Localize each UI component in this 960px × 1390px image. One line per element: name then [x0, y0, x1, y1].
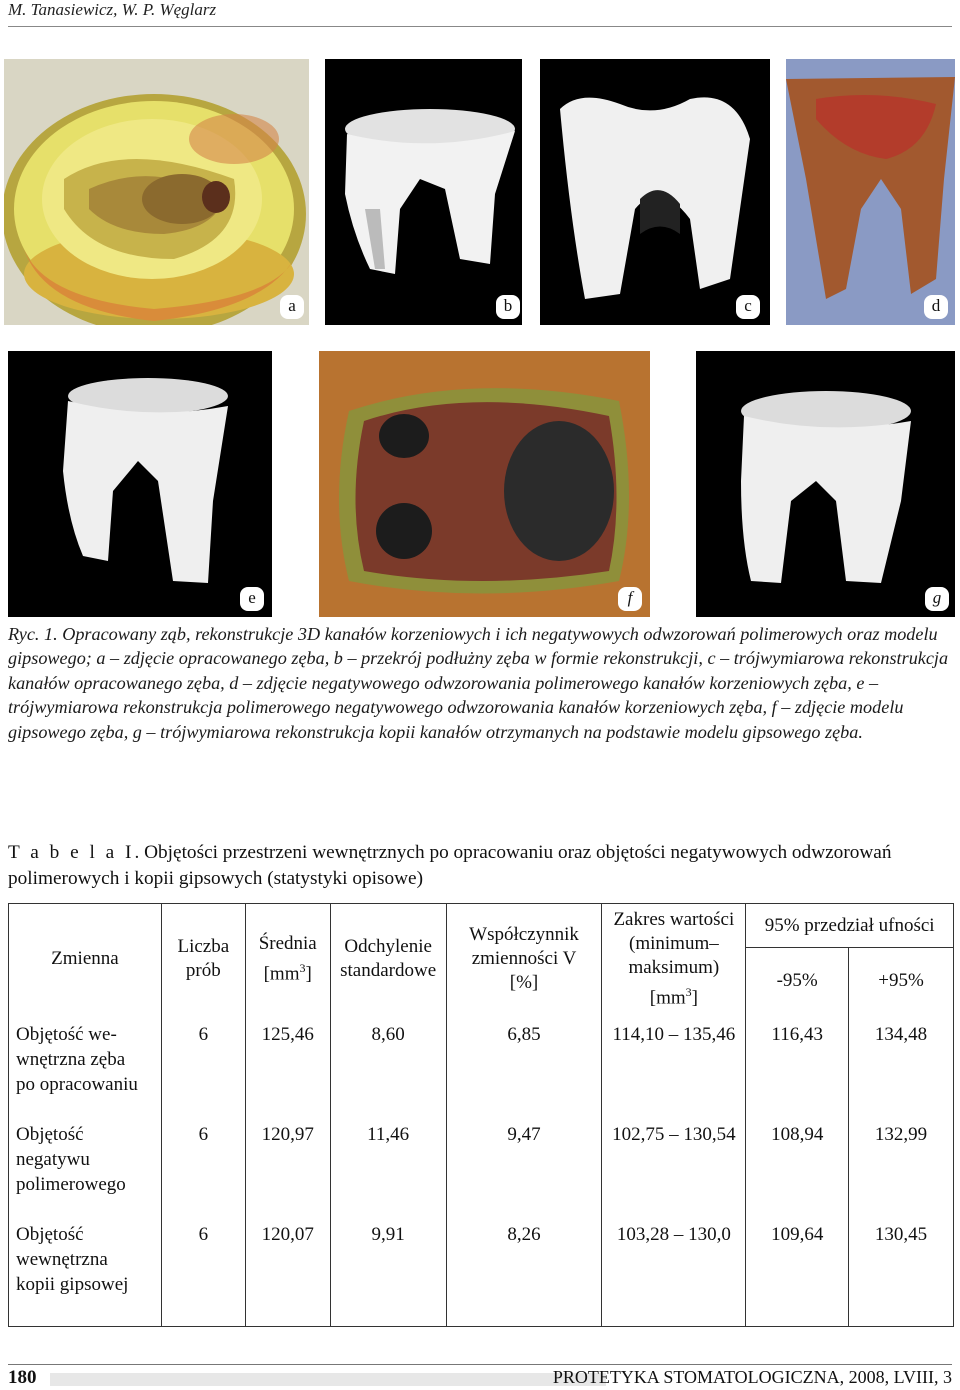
row-range: 114,10 – 135,46 — [602, 1014, 746, 1114]
row-cv: 6,85 — [446, 1014, 602, 1114]
row-cv: 9,47 — [446, 1114, 602, 1214]
table-row — [9, 1014, 954, 1114]
row-cv: 8,26 — [446, 1214, 602, 1327]
row-n: 6 — [161, 1114, 245, 1214]
header-ci-low: -95% — [746, 948, 849, 1015]
data-table — [8, 903, 954, 1327]
figure-panel-f — [319, 351, 650, 617]
figure-panel-a — [4, 59, 309, 325]
panel-f-image — [319, 351, 650, 617]
footer-bar — [50, 1373, 606, 1386]
footer-rule — [8, 1364, 952, 1365]
table-title-text: . Objętości przestrzeni wewnętrznych po opracowaniu oraz objętości negatywowych odwzorowań polimerowych i kopii gipsowych (statystyki opisowe) — [8, 842, 892, 889]
table-row — [9, 1214, 954, 1327]
row-variable: Objętość negatywu polimerowego — [9, 1114, 162, 1214]
row-ci-high: 132,99 — [849, 1114, 954, 1214]
panel-label-b: b — [496, 295, 520, 319]
page-number: 180 — [8, 1367, 37, 1388]
row-ci-low: 109,64 — [746, 1214, 849, 1327]
header-ci-high: +95% — [849, 948, 954, 1015]
row-range: 102,75 – 130,54 — [602, 1114, 746, 1214]
panel-label-c: c — [736, 295, 760, 319]
table-title-prefix: T a b e l a I — [8, 842, 135, 863]
panel-e-image — [8, 351, 272, 617]
panel-label-d: d — [924, 295, 948, 319]
row-sd: 9,91 — [330, 1214, 446, 1327]
figure-caption: Ryc. 1. Opracowany ząb, rekonstrukcje 3D kanałów korzeniowych i ich negatywowych odwzorowań polimerowych oraz modelu gipsowego; a – zdjęcie opracowanego zęba, b – przekrój podłużny zęba w formie rekonstrukcji, c – trójwymiarowa rekonstrukcja kanałów opracowanego zęba, d – zdjęcie negatywowego odwzorowania polimerowego kanałów korzeniowych zęba, e – trójwymiarowa rekonstrukcja polimerowego negatywowego odwzorowania kanałów korzeniowych zęba, f – zdjęcie modelu gipsowego zęba, g – trójwymiarowa rekonstrukcja kopii kanałów otrzymanych na podstawie modelu gipsowego zęba. — [8, 624, 949, 742]
header-n: Liczba prób — [161, 904, 245, 1015]
header-variable: Zmienna — [9, 904, 162, 1015]
running-header-authors: M. Tanasiewicz, W. P. Węglarz — [8, 0, 217, 19]
journal-name: PROTETYKA STOMATOLOGICZNA, 2008, LVIII, 3 — [552, 1367, 952, 1387]
row-n: 6 — [161, 1214, 245, 1327]
header-sd: Odchylenie standardowe — [330, 904, 446, 1015]
header-cv: Współczynnik zmienności V [%] — [446, 904, 602, 1015]
panel-c-image — [540, 59, 770, 325]
panel-b-image — [325, 59, 522, 325]
panel-label-e: e — [240, 587, 264, 611]
table-title — [8, 840, 954, 892]
row-sd: 11,46 — [330, 1114, 446, 1214]
row-ci-low: 116,43 — [746, 1014, 849, 1114]
header-mean: Średnia $[mm^3]$ — [245, 904, 330, 1015]
row-ci-high: 130,45 — [849, 1214, 954, 1327]
row-mean: 125,46 — [245, 1014, 330, 1114]
figure-panel-e — [8, 351, 272, 617]
figure-panel-d — [786, 59, 955, 325]
row-mean: 120,97 — [245, 1114, 330, 1214]
panel-label-f: f — [618, 587, 642, 611]
row-range: 103,28 – 130,0 — [602, 1214, 746, 1327]
panel-g-image — [696, 351, 955, 617]
row-ci-high: 134,48 — [849, 1014, 954, 1114]
header-ci: 95% przedział ufności — [746, 904, 954, 948]
panel-a-image — [4, 59, 309, 325]
row-variable: Objętość we- wnętrzna zęba po opracowaniu — [9, 1014, 162, 1114]
row-variable: Objętość wewnętrzna kopii gipsowej — [9, 1214, 162, 1327]
row-n: 6 — [161, 1014, 245, 1114]
panel-label-a: a — [280, 295, 304, 319]
panel-d-image — [786, 59, 955, 325]
header-rule — [8, 26, 952, 27]
figure-panel-b — [325, 59, 522, 325]
row-sd: 8,60 — [330, 1014, 446, 1114]
header-range: Zakres wartości (minimum– maksimum) $[mm^3]$ — [602, 904, 746, 1015]
figure-panel-c — [540, 59, 770, 325]
table-row — [9, 1114, 954, 1214]
figure-panel-g — [696, 351, 955, 617]
row-mean: 120,07 — [245, 1214, 330, 1327]
panel-label-g: g — [925, 587, 949, 611]
row-ci-low: 108,94 — [746, 1114, 849, 1214]
